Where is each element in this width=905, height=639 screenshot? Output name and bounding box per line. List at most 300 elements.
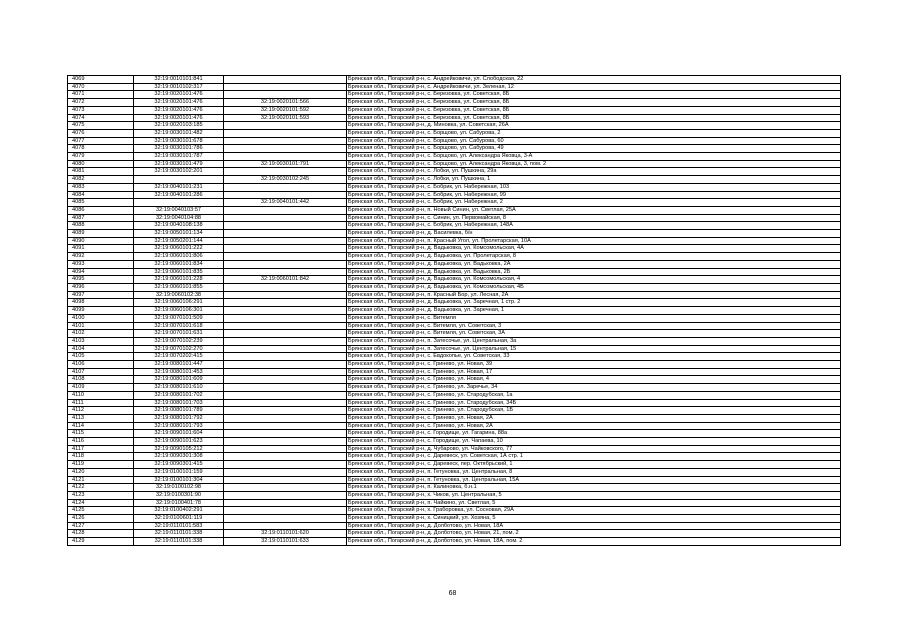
object-cadastral-cell: [224, 253, 347, 261]
table-row: [68, 307, 841, 315]
row-number-cell: 4110: [68, 391, 134, 399]
object-cadastral-cell: [224, 376, 347, 384]
address-cell: Брянская обл., Погарский р-н, с. Березовка, ул. Советская, 8Б: [347, 106, 841, 114]
table-row: [68, 438, 841, 446]
object-cadastral-cell: 32:19:0020101:592: [224, 106, 347, 114]
object-cadastral-cell: [224, 268, 347, 276]
address-cell: Брянская обл., Погарский р-н, с. Синин, ул. Первомайская, 8: [347, 214, 841, 222]
table-row: [68, 345, 841, 353]
object-cadastral-cell: [224, 183, 347, 191]
row-number-cell: 4114: [68, 422, 134, 430]
table-row: [68, 137, 841, 145]
table-row: [68, 322, 841, 330]
object-cadastral-cell: [224, 299, 347, 307]
address-cell: Брянская обл., Погарский р-н, п. Красный Угол, ул. Пролетарская, 10А: [347, 237, 841, 245]
land-cadastral-cell: 32:19:0040104:88: [134, 214, 224, 222]
address-cell: Брянская обл., Погарский р-н, с. Гринево, ул. Новая, 39: [347, 361, 841, 369]
address-cell: Брянская обл., Погарский р-н, с. Лобки, ул. Пушкина, 29а: [347, 168, 841, 176]
land-cadastral-cell: 32:19:0060101:855: [134, 283, 224, 291]
address-cell: Брянская обл., Погарский р-н, п. Чайкино, ул. Светлая, 5: [347, 499, 841, 507]
table-row: [68, 507, 841, 515]
land-cadastral-cell: 32:19:0010101:841: [134, 76, 224, 84]
row-number-cell: 4078: [68, 145, 134, 153]
object-cadastral-cell: [224, 76, 347, 84]
table-row: [68, 515, 841, 523]
land-cadastral-cell: 32:19:0020101:476: [134, 91, 224, 99]
address-cell: Брянская обл., Погарский р-н, с. Бобрик, ул. Набережная, 99: [347, 191, 841, 199]
row-number-cell: 4098: [68, 299, 134, 307]
table-row: [68, 114, 841, 122]
row-number-cell: 4112: [68, 407, 134, 415]
land-cadastral-cell: 32:19:0080101:703: [134, 399, 224, 407]
row-number-cell: 4092: [68, 253, 134, 261]
table-row: [68, 414, 841, 422]
address-cell: Брянская обл., Погарский р-н, с. Березовка, ул. Советская, 8Б: [347, 114, 841, 122]
row-number-cell: 4084: [68, 191, 134, 199]
address-cell: Брянская обл., Погарский р-н, с. Бобрик, ул. Набережная, 148А: [347, 222, 841, 230]
table-row: [68, 384, 841, 392]
land-cadastral-cell: 32:19:0090301:415: [134, 461, 224, 469]
land-cadastral-cell: 32:19:0080101:447: [134, 361, 224, 369]
address-cell: Брянская обл., Погарский р-н, с. Гринево, ул. Заречье, 34: [347, 384, 841, 392]
table-row: [68, 299, 841, 307]
land-cadastral-cell: 32:19:0100101:304: [134, 476, 224, 484]
object-cadastral-cell: [224, 322, 347, 330]
land-cadastral-cell: 32:19:0090301:308: [134, 453, 224, 461]
row-number-cell: 4123: [68, 491, 134, 499]
land-cadastral-cell: 32:19:0060106:291: [134, 299, 224, 307]
table-row: [68, 491, 841, 499]
address-cell: Брянская обл., Погарский р-н, с. Бобрик, ул. Набережная, 103: [347, 183, 841, 191]
address-cell: Брянская обл., Погарский р-н, д. Вадьковка, ул. Заречная, 1: [347, 307, 841, 315]
row-number-cell: 4093: [68, 260, 134, 268]
table-row: [68, 91, 841, 99]
address-cell: Брянская обл., Погарский р-н, с. Борщово, ул. Александра Яковца, 3-А: [347, 153, 841, 161]
address-cell: Брянская обл., Погарский р-н, п. Затесочье, ул. Центральная, 15: [347, 345, 841, 353]
land-cadastral-cell: 32:19:0030101:482: [134, 129, 224, 137]
row-number-cell: 4095: [68, 276, 134, 284]
object-cadastral-cell: 32:19:0020101:593: [224, 114, 347, 122]
row-number-cell: 4096: [68, 283, 134, 291]
row-number-cell: 4080: [68, 160, 134, 168]
row-number-cell: 4120: [68, 468, 134, 476]
address-cell: Брянская обл., Погарский р-н, х. Чиков, ул. Центральная, 5: [347, 491, 841, 499]
address-cell: Брянская обл., Погарский р-н, д. Вадьковка, ул. Комсомольская, 4А: [347, 245, 841, 253]
address-cell: Брянская обл., Погарский р-н, с. Гринево, ул. Новая, 17: [347, 368, 841, 376]
land-cadastral-cell: 32:19:0100601:119: [134, 515, 224, 523]
address-cell: Брянская обл., Погарский р-н, х. Граборовка, ул. Сосновая, 29А: [347, 507, 841, 515]
object-cadastral-cell: [224, 314, 347, 322]
row-number-cell: 4094: [68, 268, 134, 276]
object-cadastral-cell: [224, 461, 347, 469]
land-cadastral-cell: 32:19:0090101:604: [134, 430, 224, 438]
object-cadastral-cell: [224, 399, 347, 407]
land-cadastral-cell: 32:19:0090105:212: [134, 445, 224, 453]
table-row: [68, 353, 841, 361]
table-row: [68, 337, 841, 345]
row-number-cell: 4089: [68, 230, 134, 238]
address-cell: Брянская обл., Погарский р-н, с. Витемля, ул. Советская, 3А: [347, 330, 841, 338]
object-cadastral-cell: [224, 491, 347, 499]
land-cadastral-cell: 32:19:0060106:301: [134, 307, 224, 315]
table-row: [68, 99, 841, 107]
row-number-cell: 4091: [68, 245, 134, 253]
row-number-cell: 4118: [68, 453, 134, 461]
row-number-cell: 4127: [68, 522, 134, 530]
row-number-cell: 4108: [68, 376, 134, 384]
address-cell: Брянская обл., Погарский р-н, д. Долботово, ул. Новая, 21, пом. 2: [347, 530, 841, 538]
land-cadastral-cell: 32:19:0110101:583: [134, 522, 224, 530]
row-number-cell: 4126: [68, 515, 134, 523]
row-number-cell: 4083: [68, 183, 134, 191]
object-cadastral-cell: [224, 522, 347, 530]
table-row: [68, 106, 841, 114]
table-row: [68, 168, 841, 176]
address-cell: Брянская обл., Погарский р-н, с. Городище, ул. Гагарина, 88а: [347, 430, 841, 438]
row-number-cell: 4087: [68, 214, 134, 222]
land-cadastral-cell: 32:19:0030101:786: [134, 145, 224, 153]
table-row: [68, 499, 841, 507]
object-cadastral-cell: [224, 230, 347, 238]
land-cadastral-cell: 32:19:0080101:702: [134, 391, 224, 399]
land-cadastral-cell: 32:19:0030101:678: [134, 137, 224, 145]
land-cadastral-cell: 32:19:0080101:609: [134, 376, 224, 384]
object-cadastral-cell: [224, 414, 347, 422]
row-number-cell: 4074: [68, 114, 134, 122]
address-cell: Брянская обл., Погарский р-н, с. Березовка, ул. Советская, 8Б: [347, 99, 841, 107]
address-cell: Брянская обл., Погарский р-н, с. Витемля: [347, 314, 841, 322]
land-cadastral-cell: 32:19:0060101:835: [134, 268, 224, 276]
table-row: [68, 530, 841, 538]
table-row: [68, 160, 841, 168]
table-row: [68, 214, 841, 222]
table-row: [68, 206, 841, 214]
address-cell: Брянская обл., Погарский р-н, п. Новый Синин, ул. Светлая, 25А: [347, 206, 841, 214]
table-row: [68, 191, 841, 199]
object-cadastral-cell: [224, 191, 347, 199]
row-number-cell: 4101: [68, 322, 134, 330]
page-number: 68: [448, 590, 457, 597]
land-cadastral-cell: 32:19:0080101:792: [134, 414, 224, 422]
address-cell: Брянская обл., Погарский р-н, с. Евдокопье, ул. Советская, 33: [347, 353, 841, 361]
address-cell: Брянская обл., Погарский р-н, п. Калиновка, б.н.1: [347, 484, 841, 492]
object-cadastral-cell: [224, 468, 347, 476]
row-number-cell: 4105: [68, 353, 134, 361]
land-cadastral-cell: 32:19:0110101:338: [134, 530, 224, 538]
object-cadastral-cell: [224, 484, 347, 492]
row-number-cell: 4100: [68, 314, 134, 322]
address-cell: Брянская обл., Погарский р-н, д. Вадьковка, ул. Вадьковка, 2А: [347, 260, 841, 268]
land-cadastral-cell: 32:19:0100102:98: [134, 484, 224, 492]
object-cadastral-cell: [224, 206, 347, 214]
land-cadastral-cell: 32:19:0020103:185: [134, 122, 224, 130]
row-number-cell: 4102: [68, 330, 134, 338]
row-number-cell: 4109: [68, 384, 134, 392]
table-row: [68, 445, 841, 453]
object-cadastral-cell: 32:19:0020101:566: [224, 99, 347, 107]
address-cell: Брянская обл., Погарский р-н, с. Гринево, ул. Стародубская, 1Б: [347, 407, 841, 415]
object-cadastral-cell: [224, 391, 347, 399]
object-cadastral-cell: [224, 307, 347, 315]
object-cadastral-cell: [224, 353, 347, 361]
land-cadastral-cell: 32:19:0100301:90: [134, 491, 224, 499]
land-cadastral-cell: 32:19:0030102:201: [134, 168, 224, 176]
table-row: [68, 314, 841, 322]
land-cadastral-cell: 32:19:0050101:134: [134, 230, 224, 238]
land-cadastral-cell: 32:19:0040103:57: [134, 206, 224, 214]
address-cell: Брянская обл., Погарский р-н, д. Вадьковка, ул. Вадьковка, 2Б: [347, 268, 841, 276]
row-number-cell: 4115: [68, 430, 134, 438]
address-cell: Брянская обл., Погарский р-н, д. Долботово, ул. Новая, 18А, пом. 2: [347, 538, 841, 546]
address-cell: Брянская обл., Погарский р-н, с. Андрейковичи, ул. Слободская, 22: [347, 76, 841, 84]
address-cell: Брянская обл., Погарский р-н, с. Даревеск, пер. Октябрьский, 1: [347, 461, 841, 469]
land-cadastral-cell: 32:19:0070101:618: [134, 322, 224, 330]
row-number-cell: 4104: [68, 345, 134, 353]
object-cadastral-cell: [224, 245, 347, 253]
table-row: [68, 399, 841, 407]
row-number-cell: 4119: [68, 461, 134, 469]
object-cadastral-cell: 32:19:0040101:442: [224, 199, 347, 207]
row-number-cell: 4076: [68, 129, 134, 137]
address-cell: Брянская обл., Погарский р-н, с. Гринево, ул. Новая, 2А: [347, 414, 841, 422]
row-number-cell: 4085: [68, 199, 134, 207]
land-cadastral-cell: 32:19:0070202:415: [134, 353, 224, 361]
row-number-cell: 4086: [68, 206, 134, 214]
table-row: [68, 129, 841, 137]
table-row: [68, 361, 841, 369]
land-cadastral-cell: 32:19:0020101:476: [134, 114, 224, 122]
land-cadastral-cell: 32:19:0080101:453: [134, 368, 224, 376]
land-cadastral-cell: 32:19:0060101:228: [134, 276, 224, 284]
registry-table: [67, 75, 841, 546]
land-cadastral-cell: [134, 199, 224, 207]
table-row: [68, 260, 841, 268]
object-cadastral-cell: [224, 237, 347, 245]
land-cadastral-cell: 32:19:0040101:286: [134, 191, 224, 199]
object-cadastral-cell: [224, 283, 347, 291]
object-cadastral-cell: [224, 445, 347, 453]
registry-table-container: [67, 75, 840, 546]
row-number-cell: 4069: [68, 76, 134, 84]
address-cell: Брянская обл., Погарский р-н, д. Долботово, ул. Новая, 18А: [347, 522, 841, 530]
row-number-cell: 4081: [68, 168, 134, 176]
object-cadastral-cell: [224, 83, 347, 91]
object-cadastral-cell: [224, 422, 347, 430]
row-number-cell: 4099: [68, 307, 134, 315]
object-cadastral-cell: [224, 222, 347, 230]
land-cadastral-cell: 32:19:0040108:138: [134, 222, 224, 230]
object-cadastral-cell: [224, 129, 347, 137]
row-number-cell: 4124: [68, 499, 134, 507]
row-number-cell: 4077: [68, 137, 134, 145]
row-number-cell: 4088: [68, 222, 134, 230]
row-number-cell: 4107: [68, 368, 134, 376]
land-cadastral-cell: 32:19:0100401:78: [134, 499, 224, 507]
address-cell: Брянская обл., Погарский р-н, с. Гринево, ул. Стародубская, 1а: [347, 391, 841, 399]
address-cell: Брянская обл., Погарский р-н, с. Борщово, ул. Александра Яковца, 3, пом. 2: [347, 160, 841, 168]
object-cadastral-cell: [224, 515, 347, 523]
land-cadastral-cell: 32:19:0070101:631: [134, 330, 224, 338]
address-cell: Брянская обл., Погарский р-н, с. Бобрик, ул. Набережная, 2: [347, 199, 841, 207]
object-cadastral-cell: [224, 368, 347, 376]
object-cadastral-cell: [224, 122, 347, 130]
row-number-cell: 4103: [68, 337, 134, 345]
land-cadastral-cell: 32:19:0020101:476: [134, 106, 224, 114]
land-cadastral-cell: 32:19:0070101:509: [134, 314, 224, 322]
table-row: [68, 476, 841, 484]
land-cadastral-cell: 32:19:0030101:479: [134, 160, 224, 168]
object-cadastral-cell: [224, 345, 347, 353]
table-row: [68, 468, 841, 476]
object-cadastral-cell: [224, 507, 347, 515]
land-cadastral-cell: [134, 176, 224, 184]
object-cadastral-cell: [224, 499, 347, 507]
table-row: [68, 283, 841, 291]
row-number-cell: 4122: [68, 484, 134, 492]
table-row: [68, 276, 841, 284]
address-cell: Брянская обл., Погарский р-н, п. Гетуновка, ул. Центральная, 15А: [347, 476, 841, 484]
land-cadastral-cell: 32:19:0060102:38: [134, 291, 224, 299]
table-row: [68, 461, 841, 469]
land-cadastral-cell: 32:19:0070102:270: [134, 345, 224, 353]
table-row: [68, 245, 841, 253]
land-cadastral-cell: 32:19:0020101:476: [134, 99, 224, 107]
table-row: [68, 253, 841, 261]
land-cadastral-cell: 32:19:0080101:610: [134, 384, 224, 392]
row-number-cell: 4121: [68, 476, 134, 484]
object-cadastral-cell: [224, 214, 347, 222]
row-number-cell: 4073: [68, 106, 134, 114]
address-cell: Брянская обл., Погарский р-н, с. Андрейковичи, ул. Зеленая, 12: [347, 83, 841, 91]
row-number-cell: 4079: [68, 153, 134, 161]
row-number-cell: 4128: [68, 530, 134, 538]
address-cell: Брянская обл., Погарский р-н, с. Гринево, ул. Новая, 4: [347, 376, 841, 384]
land-cadastral-cell: 32:19:0010102:317: [134, 83, 224, 91]
land-cadastral-cell: 32:19:0100101:159: [134, 468, 224, 476]
table-row: [68, 407, 841, 415]
address-cell: Брянская обл., Погарский р-н, с. Гринево, ул. Стародубская, 34Б: [347, 399, 841, 407]
object-cadastral-cell: 32:19:0030102:245: [224, 176, 347, 184]
land-cadastral-cell: 32:19:0050201:144: [134, 237, 224, 245]
address-cell: Брянская обл., Погарский р-н, п. Гетуновка, ул. Центральная, 8: [347, 468, 841, 476]
address-cell: Брянская обл., Погарский р-н, д. Вадьковка, ул. Комсомольская, 4: [347, 276, 841, 284]
table-row: [68, 176, 841, 184]
row-number-cell: 4129: [68, 538, 134, 546]
land-cadastral-cell: 32:19:0090101:623: [134, 438, 224, 446]
table-row: [68, 430, 841, 438]
table-row: [68, 145, 841, 153]
row-number-cell: 4070: [68, 83, 134, 91]
address-cell: Брянская обл., Погарский р-н, с. Борщово, ул. Сабурова, 49: [347, 145, 841, 153]
object-cadastral-cell: [224, 476, 347, 484]
table-row: [68, 422, 841, 430]
address-cell: Брянская обл., Погарский р-н, с. Лобки, ул. Пушкина, 1: [347, 176, 841, 184]
object-cadastral-cell: [224, 260, 347, 268]
table-row: [68, 153, 841, 161]
address-cell: Брянская обл., Погарский р-н, д. Вадьковка, ул. Заречная, 1 стр. 2: [347, 299, 841, 307]
row-number-cell: 4082: [68, 176, 134, 184]
object-cadastral-cell: [224, 137, 347, 145]
object-cadastral-cell: [224, 291, 347, 299]
object-cadastral-cell: [224, 384, 347, 392]
table-row: [68, 122, 841, 130]
land-cadastral-cell: 32:19:0030101:787: [134, 153, 224, 161]
address-cell: Брянская обл., Погарский р-н, п. Затесочье, ул. Центральная, 3а: [347, 337, 841, 345]
row-number-cell: 4071: [68, 91, 134, 99]
address-cell: Брянская обл., Погарский р-н, с. Витемля, ул. Советская, 3: [347, 322, 841, 330]
address-cell: Брянская обл., Погарский р-н, с. Гринево, ул. Новая, 2А: [347, 422, 841, 430]
table-row: [68, 368, 841, 376]
registry-table-body: [68, 76, 841, 546]
address-cell: Брянская обл., Погарский р-н, с. Борщово, ул. Сабурова, 60: [347, 137, 841, 145]
table-row: [68, 268, 841, 276]
address-cell: Брянская обл., Погарский р-н, с. Городище, ул. Чапаева, 10: [347, 438, 841, 446]
row-number-cell: 4106: [68, 361, 134, 369]
table-row: [68, 538, 841, 546]
address-cell: Брянская обл., Погарский р-н, х. Синицкий, ул. Хозяна, 5: [347, 515, 841, 523]
land-cadastral-cell: 32:19:0040101:231: [134, 183, 224, 191]
land-cadastral-cell: 32:19:0080101:789: [134, 407, 224, 415]
land-cadastral-cell: 32:19:0100402:291: [134, 507, 224, 515]
table-row: [68, 83, 841, 91]
address-cell: Брянская обл., Погарский р-н, д. Вадьковка, ул. Пролетарская, 8: [347, 253, 841, 261]
land-cadastral-cell: 32:19:0070102:239: [134, 337, 224, 345]
address-cell: Брянская обл., Погарский р-н, п. Красный Бор, ул. Лесная, 2А: [347, 291, 841, 299]
table-row: [68, 199, 841, 207]
object-cadastral-cell: [224, 145, 347, 153]
object-cadastral-cell: 32:19:0110101:633: [224, 538, 347, 546]
address-cell: Брянская обл., Погарский р-н, с. Даревеск, ул. Советская, 1А стр. 1: [347, 453, 841, 461]
table-row: [68, 183, 841, 191]
land-cadastral-cell: 32:19:0060101:806: [134, 253, 224, 261]
table-row: [68, 291, 841, 299]
address-cell: Брянская обл., Погарский р-н, д. Вадьковка, ул. Комсомольская, 4Б: [347, 283, 841, 291]
address-cell: Брянская обл., Погарский р-н, с. Борщово, ул. Сабурова, 2: [347, 129, 841, 137]
land-cadastral-cell: 32:19:0110101:338: [134, 538, 224, 546]
address-cell: Брянская обл., Погарский р-н, д. Василевка, б/н: [347, 230, 841, 238]
row-number-cell: 4113: [68, 414, 134, 422]
table-row: [68, 330, 841, 338]
object-cadastral-cell: [224, 337, 347, 345]
address-cell: Брянская обл., Погарский р-н, д. Чубарово, ул. Чайковского, 77: [347, 445, 841, 453]
object-cadastral-cell: [224, 91, 347, 99]
address-cell: Брянская обл., Погарский р-н, с. Березовка, ул. Советская, 8Б: [347, 91, 841, 99]
object-cadastral-cell: [224, 361, 347, 369]
row-number-cell: 4111: [68, 399, 134, 407]
object-cadastral-cell: [224, 153, 347, 161]
row-number-cell: 4090: [68, 237, 134, 245]
row-number-cell: 4097: [68, 291, 134, 299]
land-cadastral-cell: 32:19:0060101:222: [134, 245, 224, 253]
object-cadastral-cell: [224, 330, 347, 338]
object-cadastral-cell: 32:19:0060101:842: [224, 276, 347, 284]
table-row: [68, 230, 841, 238]
land-cadastral-cell: 32:19:0060101:834: [134, 260, 224, 268]
row-number-cell: 4125: [68, 507, 134, 515]
table-row: [68, 222, 841, 230]
row-number-cell: 4116: [68, 438, 134, 446]
row-number-cell: 4117: [68, 445, 134, 453]
table-row: [68, 522, 841, 530]
table-row: [68, 237, 841, 245]
object-cadastral-cell: [224, 407, 347, 415]
object-cadastral-cell: [224, 168, 347, 176]
table-row: [68, 453, 841, 461]
row-number-cell: 4072: [68, 99, 134, 107]
address-cell: Брянская обл., Погарский р-н, д. Миновка, ул. Советская, 26А: [347, 122, 841, 130]
object-cadastral-cell: [224, 453, 347, 461]
object-cadastral-cell: [224, 438, 347, 446]
